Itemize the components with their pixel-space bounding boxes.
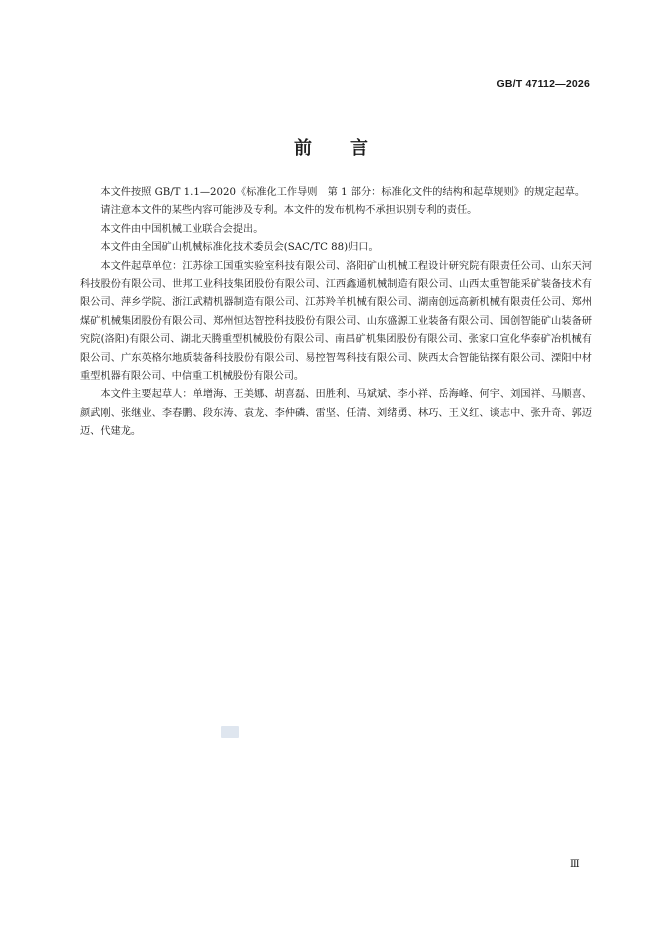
watermark-logo [221,726,239,738]
paragraph-committee: 本文件由全国矿山机械标准化技术委员会(SAC/TC 88)归口。 [100,242,379,254]
page-title: 前言 [294,138,406,159]
paragraph-patent-notice: 请注意本文件的某些内容可能涉及专利。本文件的发布机构不承担识别专利的责任。 [100,205,478,217]
page-number: Ⅲ [570,859,580,870]
standard-code: GB/T 47112—2026 [496,78,590,90]
foreword-body [80,184,592,442]
paragraph-drafting-rules: 本文件按照 GB/T 1.1—2020《标准化工作导则 第 1 部分：标准化文件的结构和起草规则》的规定起草。 [100,187,586,198]
paragraph-drafters: 本文件主要起草人：单增海、王美娜、胡喜磊、田胜利、马斌斌、李小祥、岳海峰、何宇、刘国祥、马顺喜、颜武刚、张继业、李春鹏、段东涛、袁龙、李仲磷、雷坚、任清、刘绪勇、林巧、王义红、谈志中、张升奇、郭迈迈、代建龙。 [80,389,592,438]
paragraph-proposer: 本文件由中国机械工业联合会提出。 [100,223,264,235]
paragraph-drafting-units: 本文件起草单位：江苏徐工国重实验室科技有限公司、洛阳矿山机械工程设计研究院有限责任公司、山东天河科技股份有限公司、世邦工业科技集团股份有限公司、江西鑫通机械制造有限公司、山西太重智能采矿装备技术有限公司、萍乡学院、浙江武精机器制造有限公司、江苏羚羊机械有限公司、湖南创远高新机械有限责任公司、郑州煤矿机械集团股份有限公司、郑州恒达智控科技股份有限公司、山东盛源工业装备有限公司、国创智能矿山装备研究院(洛阳)有限公司、湖北天腾重型机械股份有限公司、南昌矿机集团股份有限公司、张家口宣化华泰矿冶机械有限公司、广东英格尔地质装备科技股份有限公司、易控智驾科技有限公司、陕西太合智能钻探有限公司、溧阳中材重型机器有限公司、中信重工机械股份有限公司。 [80,260,592,383]
